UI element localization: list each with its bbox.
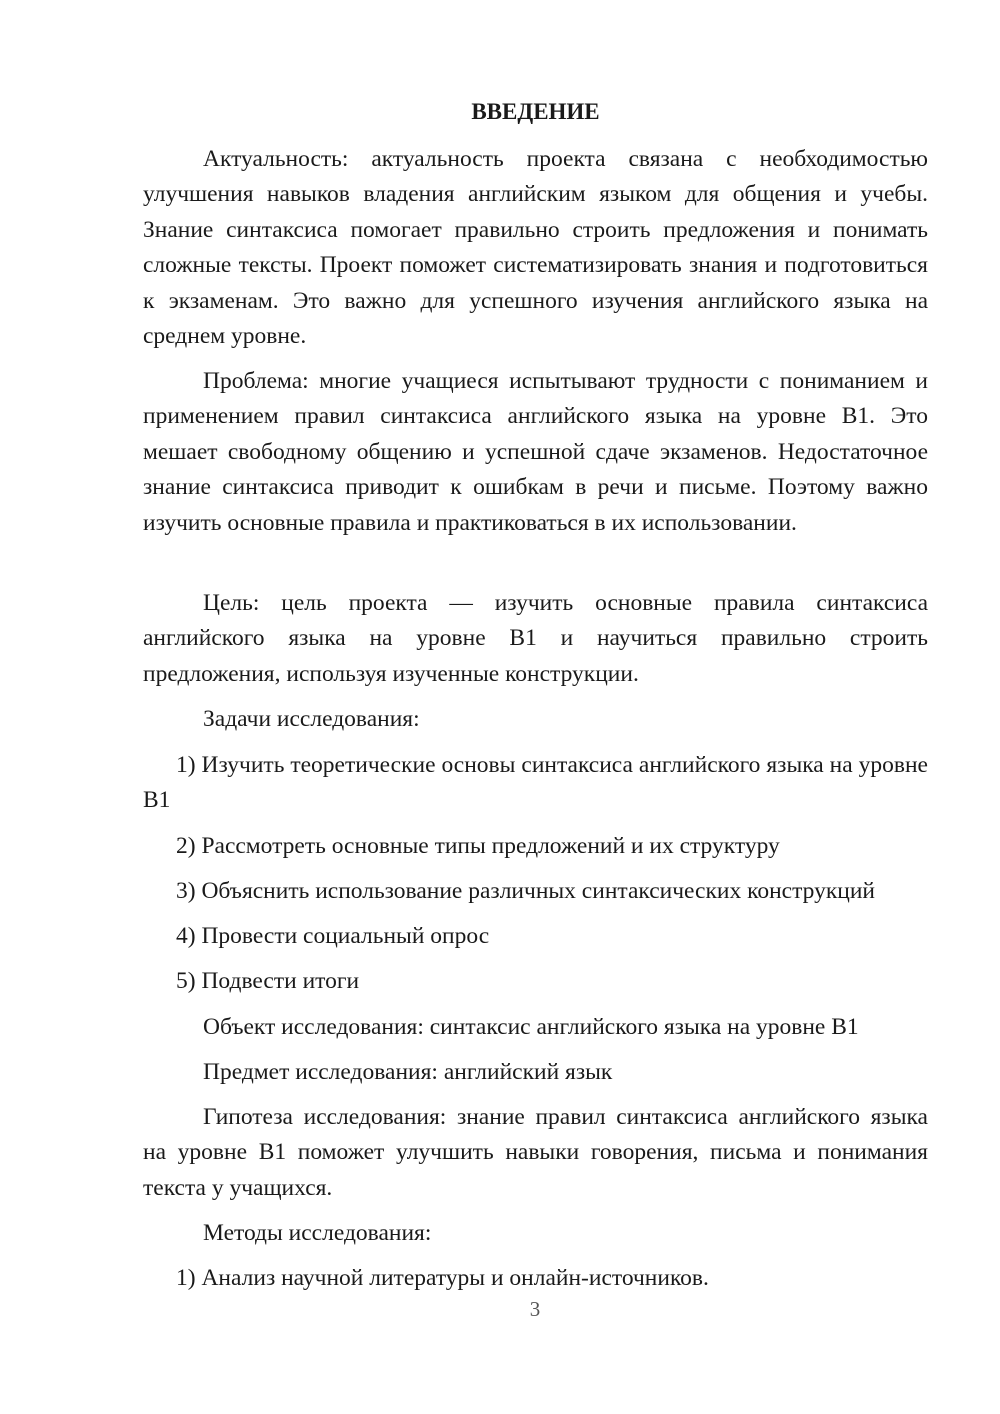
methods-heading: Методы исследования: <box>203 1220 432 1246</box>
problem-paragraph: Проблема: многие учащиеся испытывают трудности с пониманием и применением правил синтаксиса английского языка на уровне B1. Это мешает свободному общению и успешной сдаче экзаменов. Недостаточное знание синтаксиса приводит к ошибкам в речи и письме. Поэтому важно изучить основные правила и практиковаться в их использовании. <box>143 368 928 536</box>
hypothesis-paragraph: Гипотеза исследования: знание правил синтаксиса английского языка на уровне B1 поможет улучшить навыки говорения, письма и понимания текста у учащихся. <box>143 1104 928 1201</box>
relevance-paragraph: Актуальность: актуальность проекта связана с необходимостью улучшения навыков владения английским языком для общения и учебы. Знание синтаксиса помогает правильно строить предложения и понимать сложные тексты. Проект поможет систематизировать знания и подготовиться к экзаменам. Это важно для успешного изучения английского языка на среднем уровне. <box>143 146 928 350</box>
task-item-5: 5) Подвести итоги <box>176 968 360 994</box>
tasks-heading: Задачи исследования: <box>203 706 420 732</box>
task-item-3: 3) Объяснить использование различных синтаксических конструкций <box>176 878 875 904</box>
task-item-4: 4) Провести социальный опрос <box>176 923 490 949</box>
section-title: ВВЕДЕНИЕ <box>471 99 600 124</box>
research-object: Объект исследования: синтаксис английского языка на уровне B1 <box>203 1014 859 1040</box>
goal-paragraph: Цель: цель проекта — изучить основные правила синтаксиса английского языка на уровне B1 и научиться правильно строить предложения, используя изученные конструкции. <box>143 590 928 687</box>
task-item-2: 2) Рассмотреть основные типы предложений и их структуру <box>176 833 780 859</box>
research-subject: Предмет исследования: английский язык <box>203 1059 613 1085</box>
task-item-1: 1) Изучить теоретические основы синтаксиса английского языка на уровне B1 <box>143 752 928 814</box>
page-number: 3 <box>529 1297 541 1321</box>
method-item-1: 1) Анализ научной литературы и онлайн-источников. <box>176 1265 709 1291</box>
